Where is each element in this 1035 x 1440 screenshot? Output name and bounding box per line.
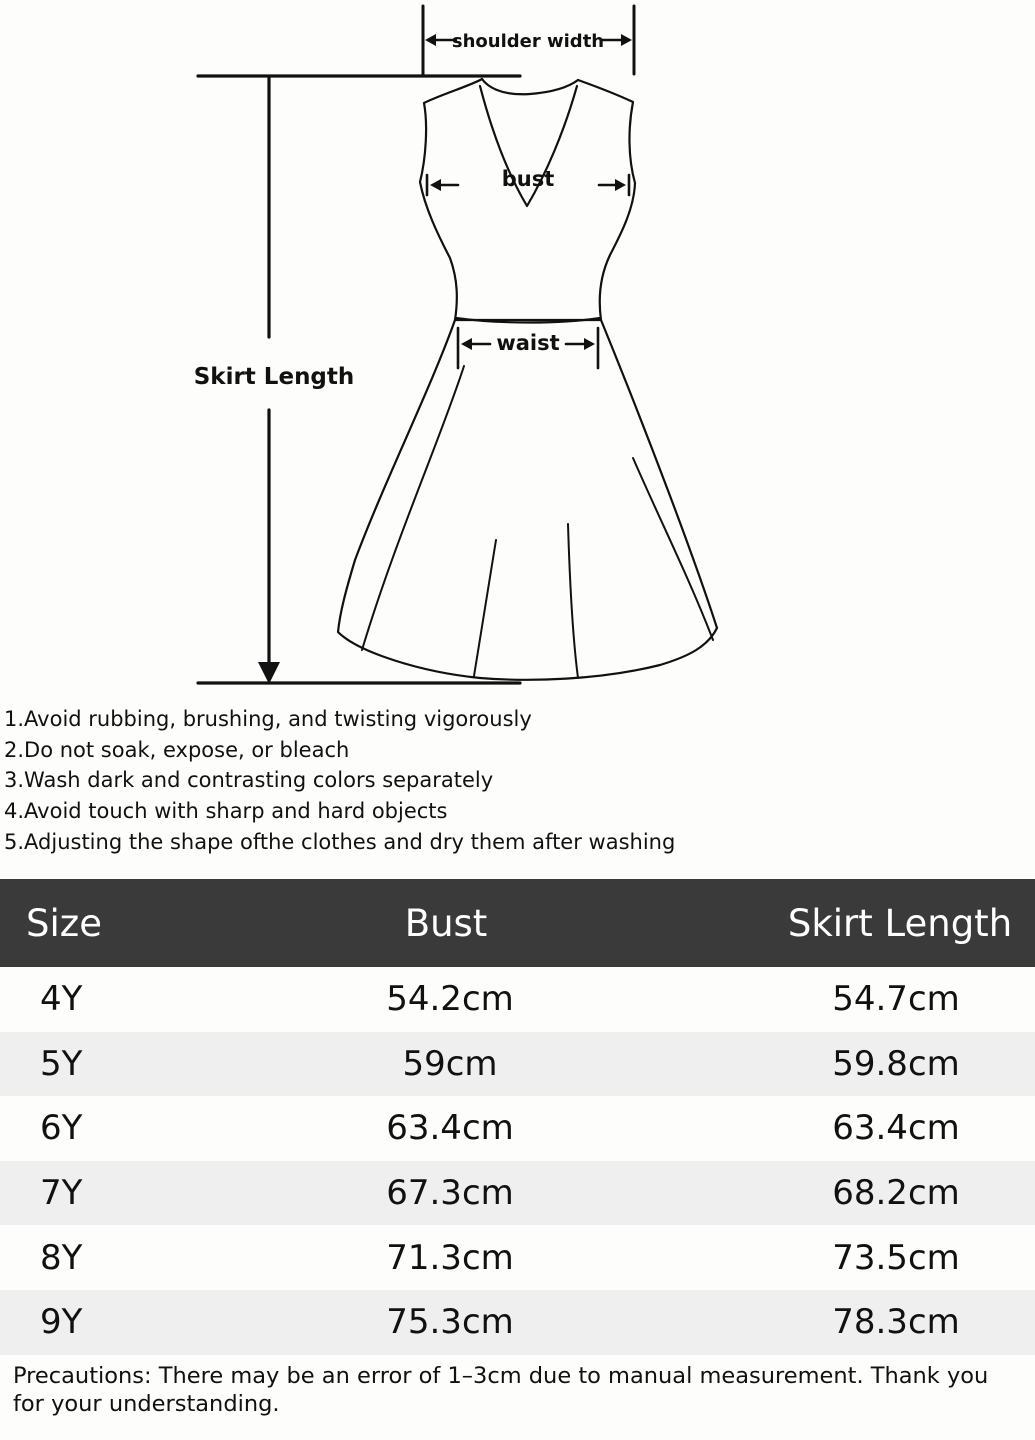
skirt-length-label: Skirt Length [193, 364, 355, 390]
cell-size: 8Y [40, 1237, 83, 1278]
care-instruction-item: 2.Do not soak, expose, or bleach [4, 737, 350, 762]
waist-arrowhead-left [461, 338, 472, 350]
waist-label: waist [496, 331, 560, 355]
care-instructions-list [4, 704, 675, 858]
cell-bust: 59cm [402, 1043, 498, 1084]
bust-label: bust [501, 167, 555, 191]
table-row [0, 967, 1035, 1032]
table-row [0, 1032, 1035, 1097]
cell-bust: 63.4cm [386, 1108, 514, 1149]
table-row [0, 1096, 1035, 1161]
cell-skirt-length: 54.7cm [832, 979, 960, 1020]
skirt-fold-left [362, 366, 464, 650]
table-row [0, 1161, 1035, 1226]
dress-bodice-outline [420, 79, 635, 320]
care-instruction-item: 4.Avoid touch with sharp and hard objects [4, 799, 448, 824]
cell-size: 7Y [40, 1173, 83, 1214]
skirt-fold-center-right [568, 524, 578, 678]
waist-arrowhead-right [584, 338, 595, 350]
skirt-fold-right [633, 458, 713, 640]
cell-bust: 67.3cm [386, 1173, 514, 1214]
cell-size: 4Y [40, 979, 83, 1020]
shoulder-arrowhead-right [621, 34, 632, 46]
skirt-length-arrowhead [258, 662, 280, 684]
cell-bust: 71.3cm [386, 1237, 514, 1278]
cell-skirt-length: 73.5cm [832, 1237, 960, 1278]
care-instruction-item: 5.Adjusting the shape ofthe clothes and dry them after washing [4, 829, 676, 854]
column-header-bust: Bust [404, 901, 488, 945]
care-instruction-item: 3.Wash dark and contrasting colors separately [4, 768, 494, 793]
dress-measurement-diagram [0, 0, 1035, 700]
shoulder-width-label: shoulder width [451, 31, 605, 52]
care-instruction-item: 1.Avoid rubbing, brushing, and twisting vigorously [4, 707, 532, 731]
cell-skirt-length: 59.8cm [832, 1043, 960, 1084]
table-header-row [0, 879, 1035, 967]
cell-size: 5Y [40, 1043, 83, 1084]
table-row [0, 1290, 1035, 1355]
column-header-skirt-length: Skirt Length [787, 901, 1013, 945]
cell-bust: 54.2cm [386, 979, 514, 1020]
cell-skirt-length: 63.4cm [832, 1108, 960, 1149]
bust-arrowhead-left [430, 179, 441, 191]
dress-skirt-outline [338, 320, 717, 680]
shoulder-arrowhead-left [425, 34, 436, 46]
cell-skirt-length: 78.3cm [832, 1302, 960, 1343]
cell-skirt-length: 68.2cm [832, 1173, 960, 1214]
cell-size: 6Y [40, 1108, 83, 1149]
precautions-note: Precautions: There may be an error of 1–3cm due to manual measurement. Thank you for your understanding. [13, 1363, 989, 1417]
column-header-size: Size [26, 901, 102, 945]
size-chart-table [0, 879, 1035, 1355]
table-row [0, 1225, 1035, 1290]
cell-size: 9Y [40, 1302, 83, 1343]
bust-arrowhead-right [615, 179, 626, 191]
cell-bust: 75.3cm [386, 1302, 514, 1343]
skirt-fold-center-left [474, 540, 496, 676]
